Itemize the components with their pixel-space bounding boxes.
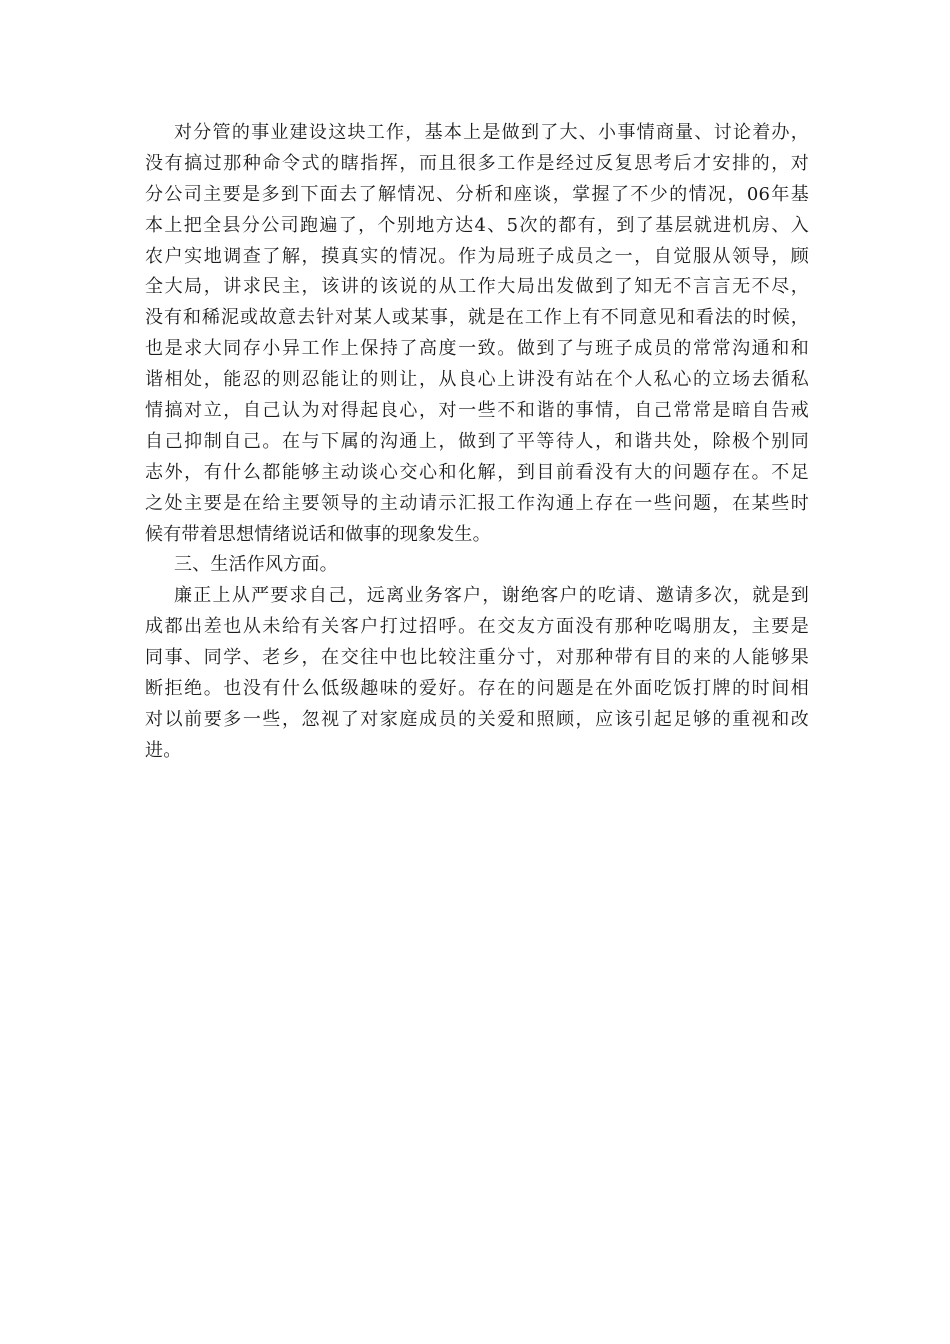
heading-line: 三、生活作风方面。: [174, 554, 338, 576]
paragraph-line: 候有带着思想情绪说话和做事的现象发生。: [145, 523, 491, 545]
paragraph-line: 对以前要多一些，忽视了对家庭成员的关爱和照顾，应该引起足够的重视和改: [145, 708, 809, 730]
paragraph-line: 成都出差也从未给有关客户打过招呼。在交友方面没有那种吃喝朋友，主要是: [145, 616, 809, 638]
paragraph-line: 农户实地调查了解，摸真实的情况。作为局班子成员之一，自觉服从领导，顾: [145, 245, 809, 267]
paragraph-line: 之处主要是在给主要领导的主动请示汇报工作沟通上存在一些问题，在某些时: [145, 492, 809, 514]
paragraph-line: 谐相处，能忍的则忍能让的则让，从良心上讲没有站在个人私心的立场去循私: [145, 369, 809, 391]
paragraph-line: 进。: [145, 739, 182, 761]
paragraph-line: 断拒绝。也没有什么低级趣味的爱好。存在的问题是在外面吃饭打牌的时间相: [145, 678, 809, 700]
paragraph-work-cooperation: [145, 118, 809, 550]
paragraph-line: 分公司主要是多到下面去了解情况、分析和座谈，掌握了不少的情况，06年基: [145, 183, 809, 205]
paragraph-line: 没有搞过那种命令式的瞎指挥，而且很多工作是经过反复思考后才安排的，对: [145, 152, 809, 174]
paragraph-line: 也是求大同存小异工作上保持了高度一致。做到了与班子成员的常常沟通和和: [145, 338, 809, 360]
paragraph-line: 情搞对立，自己认为对得起良心，对一些不和谐的事情，自己常常是暗自告戒: [145, 400, 809, 422]
paragraph-lifestyle: [145, 581, 809, 766]
paragraph-line: 同事、同学、老乡，在交往中也比较注重分寸，对那种带有目的来的人能够果: [145, 647, 809, 669]
paragraph-line: 全大局，讲求民主，该讲的该说的从工作大局出发做到了知无不言言无不尽，: [145, 276, 809, 298]
section-heading: [145, 550, 809, 581]
paragraph-line: 自己抑制自己。在与下属的沟通上，做到了平等待人，和谐共处，除极个别同: [145, 430, 809, 452]
document-page: [145, 118, 809, 767]
paragraph-line: 没有和稀泥或故意去针对某人或某事，就是在工作上有不同意见和看法的时候，: [145, 307, 809, 329]
paragraph-line: 本上把全县分公司跑遍了，个别地方达4、5次的都有，到了基层就进机房、入: [145, 214, 809, 236]
paragraph-line: 志外，有什么都能够主动谈心交心和化解，到目前看没有大的问题存在。不足: [145, 461, 809, 483]
paragraph-line: 对分管的事业建设这块工作，基本上是做到了大、小事情商量、讨论着办，: [174, 122, 809, 143]
paragraph-line: 廉正上从严要求自己，远离业务客户，谢绝客户的吃请、邀请多次，就是到: [174, 585, 809, 607]
